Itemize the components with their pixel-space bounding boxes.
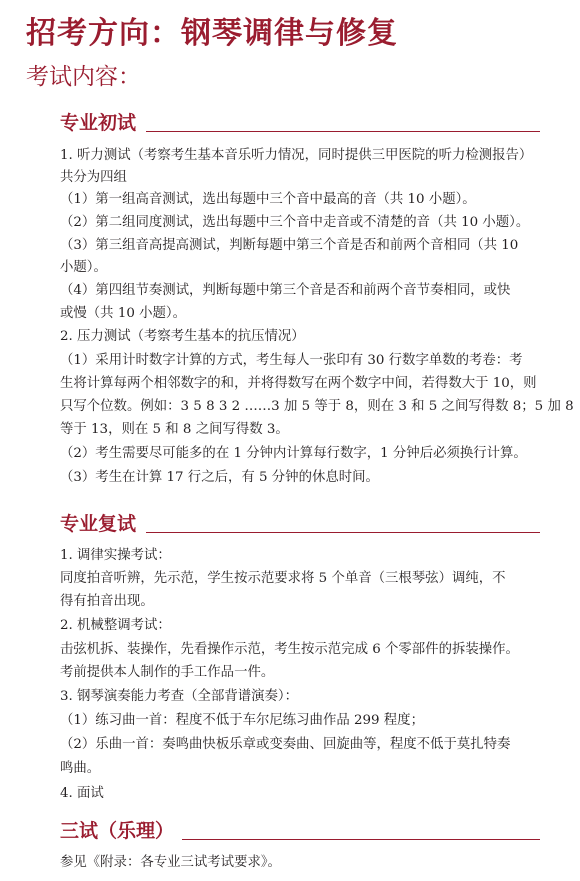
section-divider	[182, 839, 540, 840]
page-title: 招考方向：钢琴调律与修复	[26, 16, 398, 51]
list-item: 共分为四组	[60, 170, 127, 185]
list-item: 3. 钢琴演奏能力考查（全部背谱演奏）：	[60, 689, 298, 704]
list-item: 同度拍音听辨，先示范，学生按示范要求将 5 个单音（三根琴弦）调纯，不	[60, 571, 506, 586]
list-item: 得有拍音出现。	[60, 594, 154, 609]
section-heading-label: 专业初试	[60, 108, 142, 135]
list-item: （3）考生在计算 17 行之后，有 5 分钟的休息时间。	[60, 470, 379, 485]
section-heading-third-exam	[60, 816, 540, 846]
section-divider	[146, 532, 540, 533]
list-item: 1. 听力测试（考察考生基本音乐听力情况，同时提供三甲医院的听力检测报告）	[60, 148, 533, 163]
list-item: 1. 调律实操考试：	[60, 548, 171, 563]
list-item: 等于 13，则在 5 和 8 之间写得数 3。	[60, 422, 289, 437]
list-item: 击弦机拆、装操作，先看操作示范，考生按示范完成 6 个零部件的拆装操作。	[60, 642, 519, 657]
section-heading-initial-exam	[60, 108, 540, 138]
list-item: 4. 面试	[60, 786, 104, 801]
list-item: 参见《附录：各专业三试考试要求》。	[60, 855, 281, 870]
list-item: 2. 压力测试（考察考生基本的抗压情况）	[60, 329, 305, 344]
list-item: （1）第一组高音测试，选出每题中三个音中最高的音（共 10 小题）。	[60, 192, 476, 207]
list-item: 只写个位数。例如：3 5 8 3 2 ……3 加 5 等于 8，则在 3 和 5 之间写得数 8；5 加 8	[60, 399, 574, 414]
section-heading-label: 三试（乐理）	[60, 816, 180, 843]
section-heading-label: 专业复试	[60, 509, 142, 536]
list-item: 2. 机械整调考试：	[60, 618, 171, 633]
section-heading-second-exam	[60, 509, 540, 539]
list-item: 考前提供本人制作的手工作品一件。	[60, 665, 275, 680]
list-item: 或慢（共 10 小题）。	[60, 306, 186, 321]
page-subtitle: 考试内容：	[26, 64, 141, 90]
list-item: 鸣曲。	[60, 761, 101, 776]
list-item: （4）第四组节奏测试，判断每题中第三个音是否和前两个音节奏相同，或快	[60, 283, 511, 298]
list-item: 生将计算每两个相邻数字的和，并将得数写在两个数字中间，若得数大于 10，则	[60, 376, 537, 391]
list-item: （2）第二组同度测试，选出每题中三个音中走音或不清楚的音（共 10 小题）。	[60, 215, 530, 230]
list-item: （2）考生需要尽可能多的在 1 分钟内计算每行数字，1 分钟后必须换行计算。	[60, 446, 527, 461]
section-divider	[146, 131, 540, 132]
list-item: （3）第三组音高提高测试，判断每题中第三个音是否和前两个音相同（共 10	[60, 238, 519, 253]
list-item: 小题）。	[60, 260, 107, 275]
list-item: （2）乐曲一首：奏鸣曲快板乐章或变奏曲、回旋曲等，程度不低于莫扎特奏	[60, 737, 511, 752]
list-item: （1）练习曲一首：程度不低于车尔尼练习曲作品 299 程度；	[60, 713, 424, 728]
list-item: （1）采用计时数字计算的方式，考生每人一张印有 30 行数字单数的考卷：考	[60, 353, 523, 368]
